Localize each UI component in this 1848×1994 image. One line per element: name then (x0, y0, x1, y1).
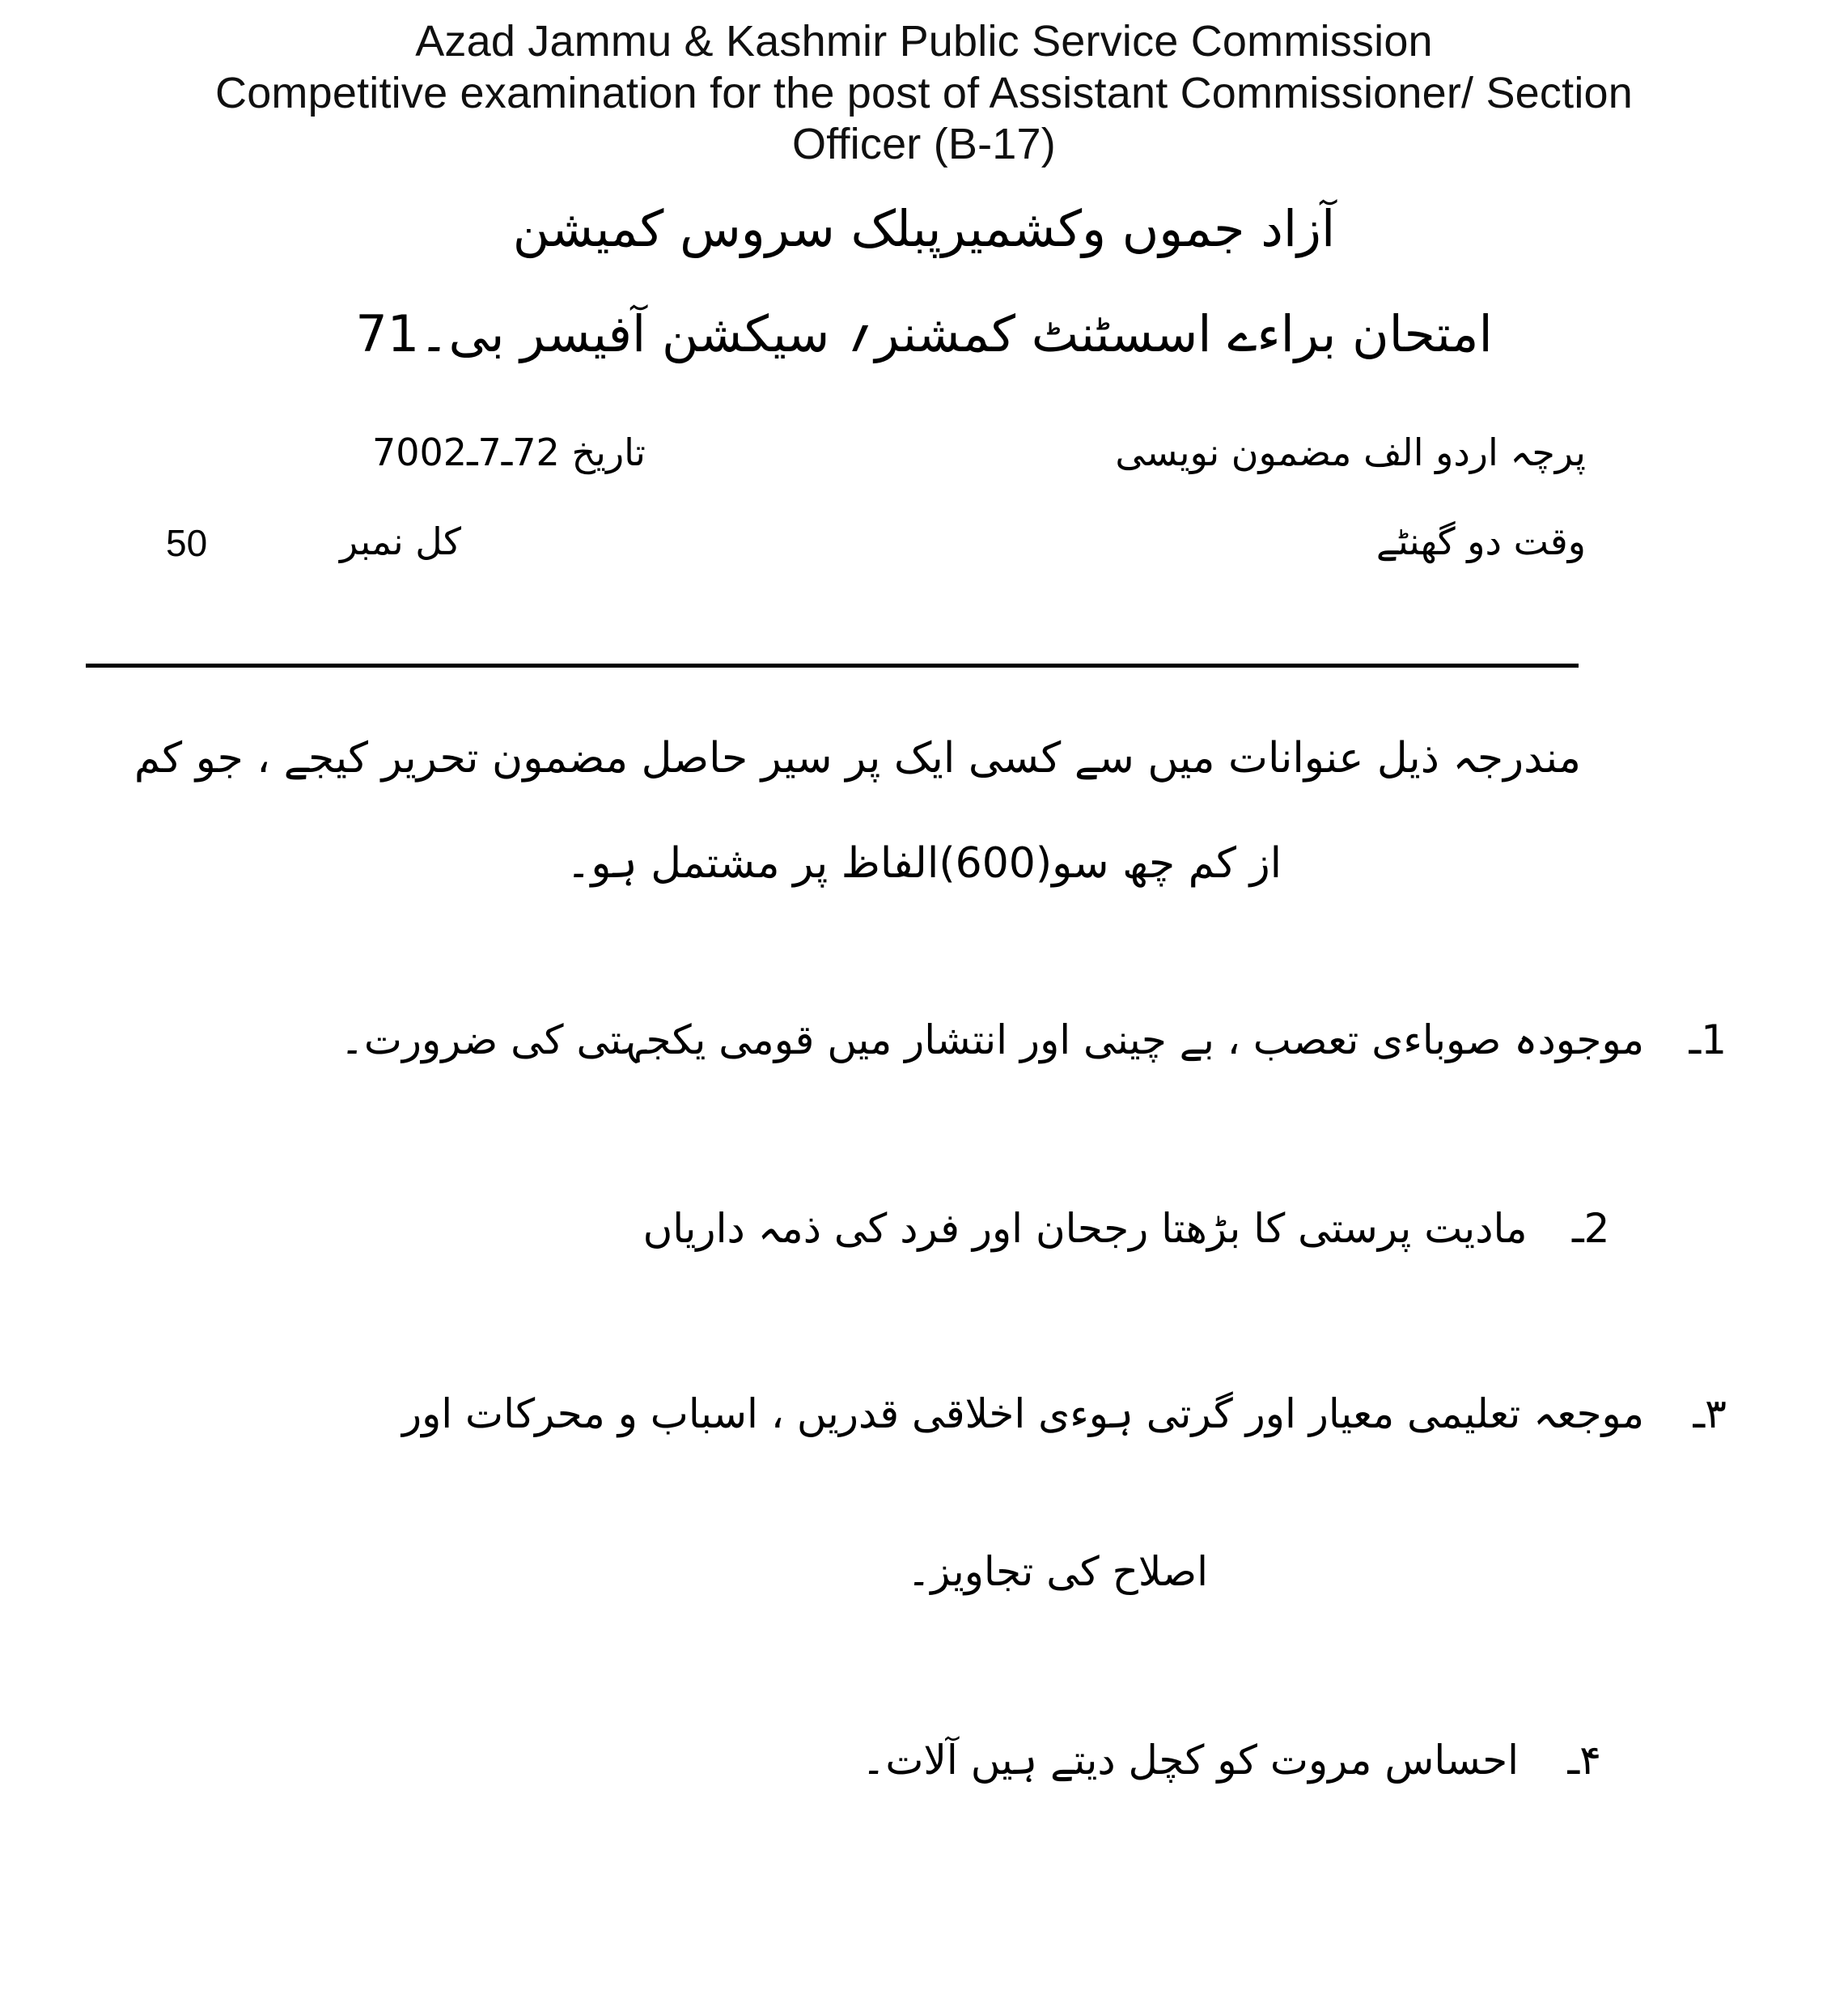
question-text-3: موجعہ تعلیمی معیار اور گرتی ہوءی اخلاقی قدریں ، اسباب و محرکات اور (401, 1390, 1645, 1437)
english-header (0, 16, 1848, 171)
meta-row-time-marks (121, 516, 1586, 581)
question-item-1 (121, 1010, 1727, 1071)
question-list (121, 1010, 1727, 1791)
meta-row-paper-date (121, 427, 1586, 492)
header-divider (86, 664, 1579, 668)
english-header-line-3: Officer (B-17) (792, 120, 1056, 169)
exam-time-label: وقت دو گھنٹے (1375, 520, 1586, 563)
question-3-continuation: اصلاح کی تجاویز۔ (906, 1548, 1209, 1595)
exam-date-label: تاریخ 27ـ7ـ2007 (372, 431, 646, 474)
question-item-2 (121, 1199, 1727, 1259)
instruction-line-2: از کم چھ سو(600)الفاظ پر مشتمل ہو۔ (566, 839, 1282, 888)
question-item-4 (121, 1730, 1727, 1791)
instruction-paragraph (121, 706, 1581, 916)
english-header-line-2: Competitive examination for the post of Assistant Commissioner/ Section (215, 68, 1633, 117)
question-text-1: موجودہ صوباءی تعصب ، بے چینی اور انتشار میں قومی یکجہتی کی ضرورت۔ (340, 1016, 1645, 1063)
question-item-3 (121, 1384, 1727, 1445)
question-text-4: احساس مروت کو کچل دیتے ہیں آلات۔ (862, 1737, 1520, 1784)
total-marks-label: کل نمبر (340, 520, 462, 563)
instruction-line-1: مندرجہ ذیل عنوانات میں سے کسی ایک پر سیر حاصل مضمون تحریر کیجے ، جو کم (134, 734, 1581, 783)
question-number-4: ۴ـ (1567, 1737, 1601, 1784)
question-number-2: 2ـ (1571, 1205, 1610, 1252)
question-number-1: 1ـ (1689, 1016, 1727, 1063)
total-marks-value: 50 (166, 522, 208, 564)
paper-name-label: پرچہ اردو الف مضمون نویسی (1115, 431, 1586, 474)
urdu-commission-title: آزاد جموں وکشمیرپبلک سروس کمیشن (512, 199, 1336, 258)
question-number-3: ۳ـ (1693, 1390, 1727, 1437)
english-header-line-1: Azad Jammu & Kashmir Public Service Commission (415, 17, 1433, 66)
urdu-exam-subtitle: امتحان براءے اسسٹنٹ کمشنر؍ سیکشن آفیسر بی۔17 (355, 304, 1493, 363)
question-text-2: مادیت پرستی کا بڑھتا رجحان اور فرد کی ذمہ داریاں (642, 1205, 1528, 1252)
